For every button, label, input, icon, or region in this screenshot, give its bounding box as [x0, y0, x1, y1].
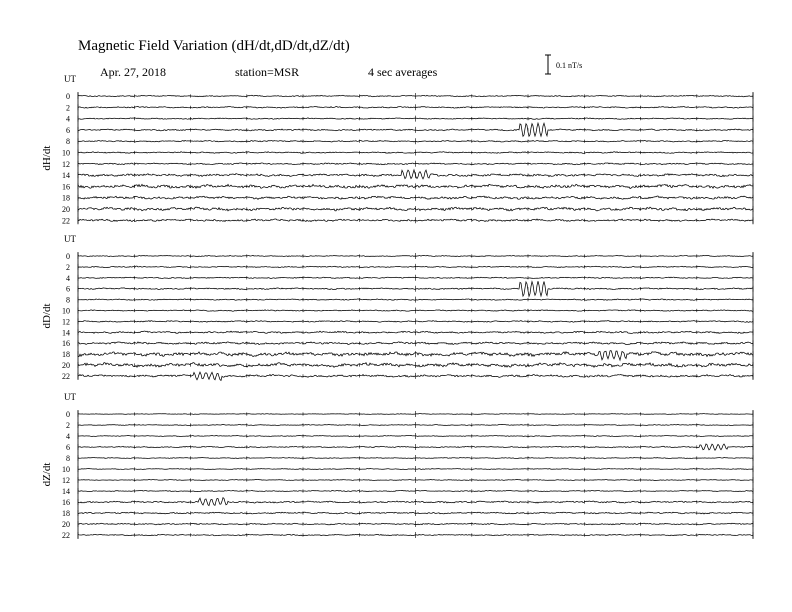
row-label-0ut: 0: [66, 92, 70, 101]
row-label-20ut: 20: [62, 361, 70, 370]
row-ticks: [78, 127, 753, 133]
row-label-12ut: 12: [62, 159, 70, 169]
row-label-12ut: 12: [62, 317, 70, 327]
row-label-18ut: 18: [62, 193, 70, 203]
row-label-6ut: 6: [66, 125, 70, 135]
averaging-interval: 4 sec averages: [368, 65, 438, 79]
time-axis-label: UT: [64, 234, 76, 244]
row-label-16ut: 16: [62, 498, 70, 507]
trace-dzdt-0ut: [78, 414, 753, 415]
time-axis-label: UT: [64, 74, 76, 84]
row-label-8ut: 8: [66, 454, 70, 463]
component-axis-label: dD/dt: [41, 303, 53, 329]
trace-dddt-6ut: [78, 281, 753, 296]
row-label-0ut: 0: [66, 410, 70, 419]
row-label-4ut: 4: [66, 114, 70, 124]
row-label-0ut: 0: [66, 252, 70, 261]
row-label-10ut: 10: [62, 465, 70, 474]
row-label-6ut: 6: [66, 443, 70, 452]
component-axis-label: dZ/dt: [41, 462, 53, 487]
row-label-22ut: 22: [62, 371, 70, 381]
observation-date: Apr. 27, 2018: [100, 65, 166, 79]
row-label-2ut: 2: [66, 421, 70, 430]
row-label-14ut: 14: [62, 171, 70, 181]
row-label-2ut: 2: [66, 103, 70, 113]
scale-bar-label: 0.1 nT/s: [556, 61, 583, 70]
row-label-16ut: 16: [62, 339, 70, 349]
row-label-8ut: 8: [66, 295, 70, 305]
component-axis-label: dH/dt: [41, 145, 53, 171]
row-label-20ut: 20: [62, 205, 70, 214]
row-label-20ut: 20: [62, 520, 70, 529]
chart-title: Magnetic Field Variation (dH/dt,dD/dt,dZ/dt): [78, 38, 350, 54]
row-label-6ut: 6: [66, 284, 70, 294]
row-label-16ut: 16: [62, 182, 70, 192]
row-label-22ut: 22: [62, 531, 70, 540]
row-label-2ut: 2: [66, 262, 70, 272]
row-label-8ut: 8: [66, 137, 70, 147]
row-label-14ut: 14: [62, 487, 70, 496]
time-axis-label: UT: [64, 392, 76, 402]
row-label-4ut: 4: [66, 432, 70, 441]
row-label-18ut: 18: [62, 509, 70, 518]
row-label-4ut: 4: [66, 273, 70, 283]
row-label-22ut: 22: [62, 216, 70, 226]
station-name: station=MSR: [235, 65, 300, 79]
row-label-18ut: 18: [62, 350, 70, 360]
row-label-10ut: 10: [62, 148, 70, 158]
row-label-12ut: 12: [62, 476, 70, 485]
row-label-14ut: 14: [62, 328, 70, 338]
row-label-10ut: 10: [62, 306, 70, 316]
